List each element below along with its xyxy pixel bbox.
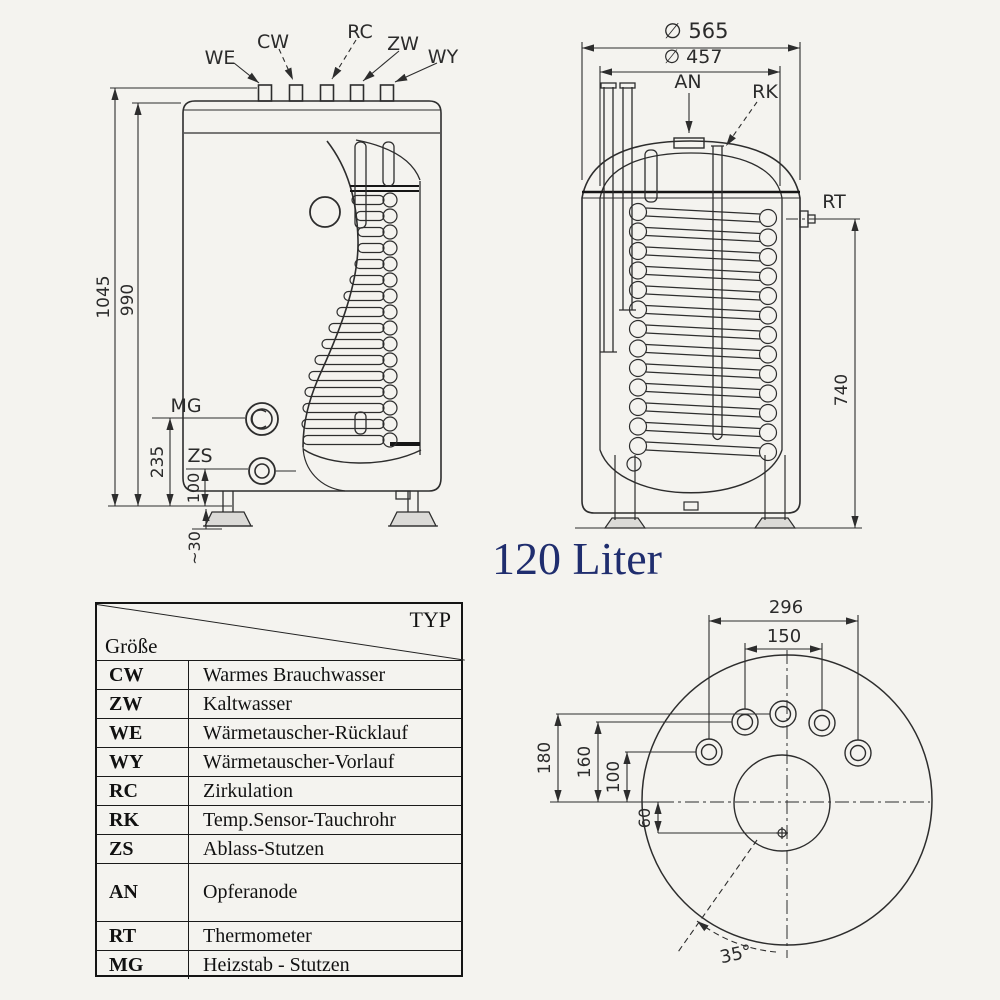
dim-diameter-565: ∅ 565 xyxy=(663,19,729,43)
label-an: AN xyxy=(674,71,702,93)
label-wy: WY xyxy=(427,46,459,68)
dim-30: ~30 xyxy=(185,531,204,565)
legend-desc: Temp.Sensor-Tauchrohr xyxy=(203,808,396,831)
label-mg: MG xyxy=(170,395,202,417)
dished-bottom xyxy=(303,449,421,463)
dim-60: 60 xyxy=(635,807,654,829)
dim-diameter-457: ∅ 457 xyxy=(663,46,723,68)
dim-160: 160 xyxy=(575,745,595,779)
legend-rows xyxy=(97,660,461,979)
legend-desc: Heizstab - Stutzen xyxy=(203,953,350,976)
cutaway-curve xyxy=(303,141,358,447)
label-zw: ZW xyxy=(387,33,419,55)
legend-desc: Opferanode xyxy=(203,881,298,903)
bottom-ports xyxy=(696,701,871,766)
legend-code: ZW xyxy=(97,690,189,718)
exchanger-pipes xyxy=(600,83,636,352)
bottom-view-dimensions xyxy=(550,615,858,952)
label-rc: RC xyxy=(347,21,373,43)
legend-row xyxy=(97,689,461,718)
legend-code: RT xyxy=(97,922,189,950)
drain-mark xyxy=(776,827,788,839)
feet xyxy=(203,491,438,526)
dim-990: 990 xyxy=(118,283,138,317)
tank-section-view xyxy=(575,83,862,528)
legend-table-header xyxy=(97,604,461,660)
legend-desc: Warmes Brauchwasser xyxy=(203,663,386,686)
legend-desc: Zirkulation xyxy=(203,779,293,802)
legend-desc: Thermometer xyxy=(203,924,312,947)
legend-row xyxy=(97,718,461,747)
legend-row xyxy=(97,747,461,776)
legend-code: RK xyxy=(97,806,189,834)
label-cw: CW xyxy=(256,31,290,53)
legend-table xyxy=(95,602,463,977)
anode-fitting xyxy=(674,138,704,148)
capacity-title: 120 Liter xyxy=(492,533,662,584)
legend-row xyxy=(97,921,461,950)
label-we: WE xyxy=(204,47,236,69)
legend-code: ZS xyxy=(97,835,189,863)
legend-row xyxy=(97,834,461,863)
legend-desc: Ablass-Stutzen xyxy=(203,837,325,860)
label-zs: ZS xyxy=(187,445,213,467)
heat-exchanger-coil-section xyxy=(630,204,777,461)
tank-bottom-view xyxy=(642,650,932,958)
tank-side-view xyxy=(183,85,441,526)
dim-235: 235 xyxy=(148,445,168,479)
header-groesse: Größe xyxy=(105,634,158,658)
legend-code: AN xyxy=(97,864,189,921)
legend-row xyxy=(97,660,461,689)
top-stub-pipes xyxy=(259,85,394,101)
legend-row xyxy=(97,950,461,979)
legend-row xyxy=(97,805,461,834)
legend-row xyxy=(97,776,461,805)
header-typ: TYP xyxy=(409,607,451,632)
zs-port xyxy=(249,458,296,484)
legend-desc: Wärmetauscher-Vorlauf xyxy=(203,750,395,773)
dim-150: 150 xyxy=(766,626,802,647)
legend-code: WY xyxy=(97,748,189,776)
legend-code: MG xyxy=(97,951,189,979)
dim-angle-35: 35° xyxy=(718,941,754,969)
dim-740: 740 xyxy=(832,373,852,407)
dim-296: 296 xyxy=(768,597,804,618)
dim-1045: 1045 xyxy=(94,275,114,319)
section-view-dimensions xyxy=(582,42,860,528)
legend-desc: Wärmetauscher-Rücklauf xyxy=(203,721,409,744)
legend-desc: Kaltwasser xyxy=(203,692,292,715)
legend-code: WE xyxy=(97,719,189,747)
section-dished-bottom xyxy=(600,450,782,493)
label-rk: RK xyxy=(752,81,778,103)
dim-180: 180 xyxy=(535,741,555,775)
legend-code: RC xyxy=(97,777,189,805)
dim-100-bottom: 100 xyxy=(604,760,624,794)
label-rt: RT xyxy=(822,191,846,213)
legend-row xyxy=(97,863,461,921)
legend-code: CW xyxy=(97,661,189,689)
sensor-opening xyxy=(310,197,340,227)
dim-100-left: 100 xyxy=(184,472,203,504)
tank-jacket-outline xyxy=(183,101,441,491)
mg-port xyxy=(246,403,278,435)
heat-exchanger-coil-side xyxy=(302,193,397,447)
